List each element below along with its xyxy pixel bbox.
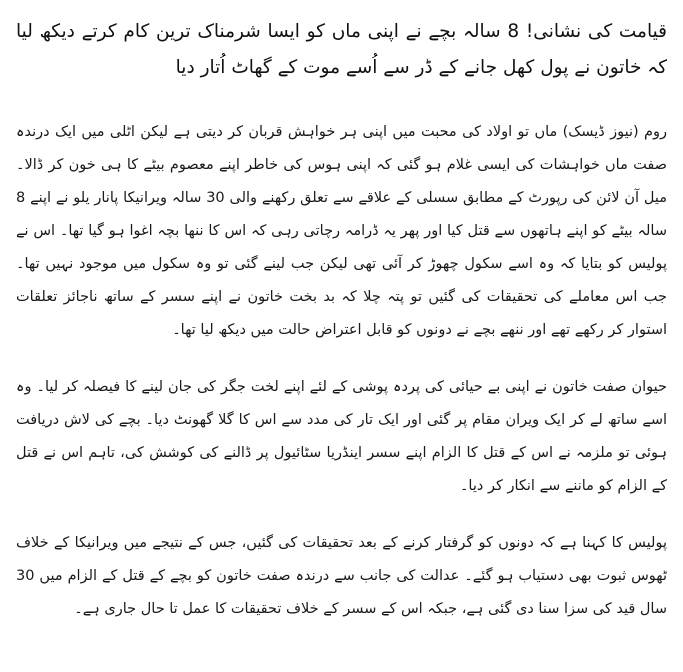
- article-paragraph-3: پولیس کا کہنا ہے کہ دونوں کو گرفتار کرنے کے بعد تحقیقات کی گئیں، جس کے نتیجے میں ویرانیکا کے خلاف ٹھوس ثبوت بھی دستیاب ہو گئے۔ عدالت کی جانب سے درندہ صفت خاتون کو بچے کے قتل کے الزام میں 30 سال قید کی سزا سنا دی گئی ہے، جبکہ اس کے سسر کے خلاف تحقیقات کا عمل تا حال جاری ہے۔: [16, 535, 667, 617]
- article-paragraph-2: حیوان صفت خاتون نے اپنی بے حیائی کی پردہ پوشی کے لئے اپنے لخت جگر کی جان لینے کا فیصلہ کر لیا۔ وہ اسے ساتھ لے کر ایک ویران مقام پر گئی اور ایک تار کی مدد سے اس کا گلا گھونٹ دیا۔ بچے کی لاش دریافت ہوئی تو ملزمہ نے اس کے قتل کا الزام اپنے سسر اینڈریا سٹائیول پر ڈالنے کی کوشش کی، تاہم اس نے قتل کے الزام کو ماننے سے انکار کر دیا۔: [16, 379, 667, 494]
- article-headline: قیامت کی نشانی! 8 سالہ بچے نے اپنی ماں کو ایسا شرمناک ترین کام کرتے دیکھ لیا کہ خاتون نے پول کھل جانے کے ڈر سے اُسے موت کے گھاٹ اُتار دیا: [16, 21, 668, 78]
- article-paragraph-1: روم (نیوز ڈیسک) ماں تو اولاد کی محبت میں اپنی ہر خواہش قربان کر دیتی ہے لیکن اٹلی میں ایک درندہ صفت ماں خواہشات کی ایسی غلام ہو گئی کہ اپنی ہوس کی خاطر اپنے معصوم بیٹے کا ہی خون کر ڈالا۔ میل آن لائن کی رپورٹ کے مطابق سسلی کے علاقے سے تعلق رکھنے والی 30 سالہ ویرانیکا پانار یلو نے اپنے 8 سالہ بیٹے کو اپنے ہاتھوں سے قتل کیا اور پھر یہ ڈرامہ رچاتی رہی کہ اس کا ننھا بچہ اغوا ہو گیا تھا۔ اس نے پولیس کو بتایا کہ وہ اسے سکول چھوڑ کر آئی تھی لیکن جب لینے گئی تو وہ سکول میں موجود نہیں تھا۔ جب اس معاملے کی تحقیقات کی گئیں تو پتہ چلا کہ بد بخت خاتون نے اپنے سسر کے ساتھ ناجائز تعلقات استوار کر رکھے تھے اور ننھے بچے نے دونوں کو قابل اعتراض حالت میں دیکھ لیا تھا۔: [16, 124, 667, 338]
